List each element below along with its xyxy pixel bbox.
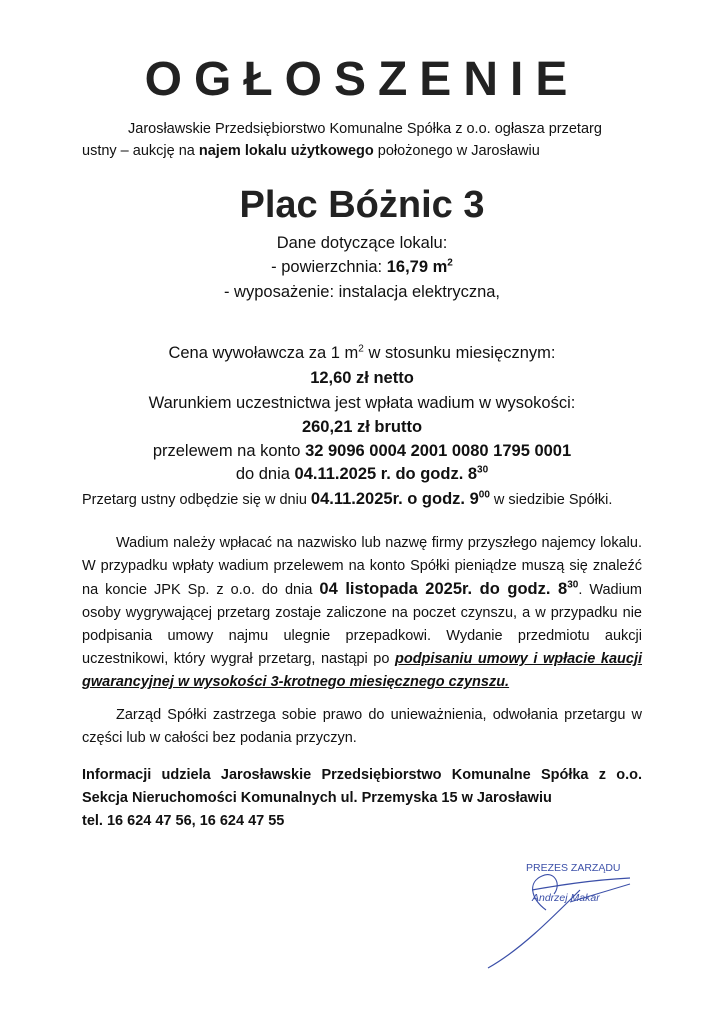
auction-date-paragraph: Przetarg ustny odbędzie się w dniu 04.11.2025r. o godz. $9^{00}$ w siedzibie Spółki.	[82, 489, 613, 508]
area-label: - powierzchnia:	[271, 258, 387, 276]
board-reservation-paragraph: Zarząd Spółki zastrzega sobie prawo do unieważnienia, odwołania przetargu w części lub w całości bez podania przyczyn.	[82, 707, 642, 746]
contact-phones: tel. 16 624 47 56, 16 624 47 55	[82, 813, 285, 829]
contact-info	[82, 764, 642, 833]
deposit-condition: Warunkiem uczestnictwa jest wpłata wadium w wysokości:	[148, 394, 576, 412]
stamp-title: PREZES ZARZĄDU	[526, 862, 621, 874]
intro-paragraph	[82, 118, 642, 162]
contact-info-text: Informacji udziela Jarosławskie Przedsiębiorstwo Komunalne Spółka z o.o. Sekcja Nieruchomości Komunalnych ul. Przemyska 15 w Jarosławiu	[82, 767, 642, 806]
deposit-deadline: do dnia 04.11.2025 r. do godz. $8^{30}$	[235, 464, 489, 483]
intro-line-1: Jarosławskie Przedsiębiorstwo Komunalne Spółka z o.o. ogłasza przetarg	[128, 121, 602, 137]
price-label: Cena wywoławcza za 1 $m^2$ w stosunku miesięcznym:	[168, 343, 556, 362]
deposit-paragraph: Wadium należy wpłacać na nazwisko lub nazwę firmy przyszłego najemcy lokalu. W przypadku wpłaty wadium przelewem na konto Spółki pieniądze muszą się znaleźć na koncie JPK Sp. z o.o. do dnia 04 listopada 2025r. do godz. $8^{30}$. Wadium osoby wygrywającej przetarg zostaje zaliczone na poczet czynszu, a w przypadku nie podpisania umowy najmu ulegnie przepadkowi. Wydanie przedmiotu aukcji uczestnikowi, który wygrał przetarg, nastąpi po podpisaniu umowy i wpłacie kaucji gwarancyjnej w wysokości 3-krotnego miesięcznego czynszu.	[82, 535, 642, 690]
intro-line-2	[82, 140, 642, 162]
stamp-name: Andrzej Makar	[532, 892, 600, 904]
property-address: Plac Bóżnic 3	[239, 184, 485, 226]
intro-text-end: położonego w Jarosławiu	[373, 143, 540, 159]
bank-account: przelewem na konto 32 9096 0004 2001 0080 1795 0001	[152, 442, 572, 460]
intro-highlight: najem lokalu użytkowego	[198, 143, 374, 159]
account-number: 32 9096 0004 2001 0080 1795 0001	[305, 442, 572, 460]
page-title: OGŁOSZENIE	[144, 53, 580, 106]
lease-conditions-highlight: podpisaniu umowy i wpłacie kaucji gwarancyjnej w wysokości 3-krotnego miesięcznego czynszu.	[82, 651, 642, 690]
area-value: 16,79 $m^2$	[386, 257, 453, 276]
signature-stamp	[470, 850, 650, 980]
details-equipment: - wyposażenie: instalacja elektryczna,	[223, 283, 501, 301]
details-heading: Dane dotyczące lokalu:	[276, 234, 448, 252]
details-area	[0, 258, 724, 277]
deposit-amount: 260,21 zł brutto	[301, 418, 423, 436]
intro-text: ustny – aukcję na	[82, 143, 199, 159]
price-value: 12,60 zł netto	[310, 369, 414, 387]
